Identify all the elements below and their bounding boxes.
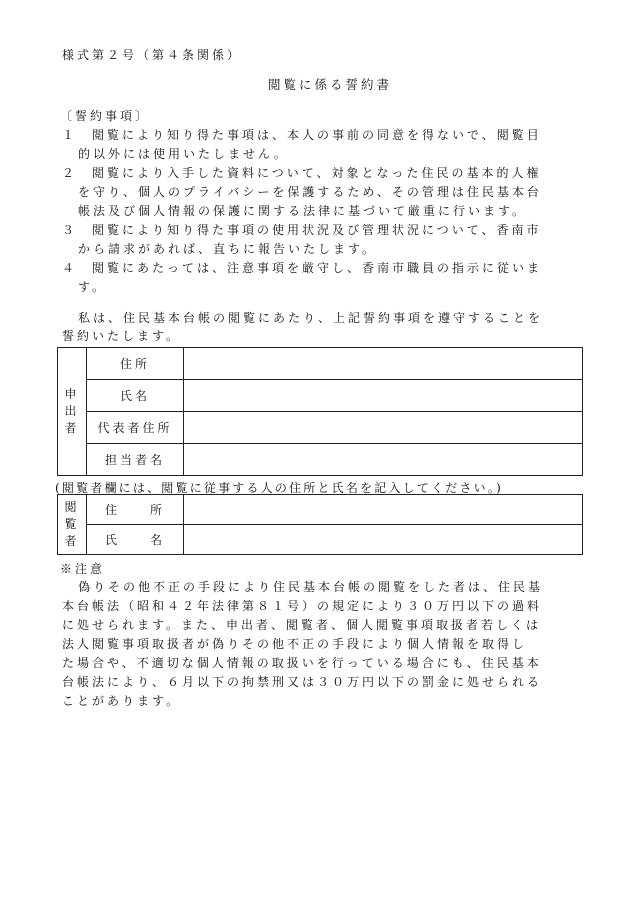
pledge-line: から請求があれば、直ちに報告いたします。: [78, 242, 378, 256]
applicant-table: [57, 347, 583, 476]
notice-line: ことがあります。: [62, 694, 182, 708]
applicant-address-field[interactable]: [184, 348, 583, 380]
applicant-name-label: 氏名: [87, 380, 184, 412]
viewer-name-label: 氏 名: [87, 525, 184, 555]
notice-line: 台帳法により、６月以下の拘禁刑又は３０万円以下の罰金に処せられる: [62, 675, 543, 689]
contact-person-label: 担当者名: [87, 444, 184, 476]
viewer-address-label: 住 所: [87, 495, 184, 525]
notice-line: 本台帳法（昭和４２年法律第８１号）の規定により３０万円以下の過料: [62, 599, 543, 613]
viewer-group-label: 閲 覧 者: [58, 495, 87, 555]
notice-heading: ※注意: [60, 562, 106, 576]
notice-line: に処せられます。また、申出者、閲覧者、個人閲覧事項取扱者若しくは: [62, 618, 542, 632]
contact-person-field[interactable]: [184, 444, 583, 476]
declaration-line: 誓約いたします。: [62, 329, 182, 343]
pledge-line: 帳法及び個人情報の保護に関する法律に基づいて厳重に行います。: [78, 204, 528, 218]
viewer-address-field[interactable]: [184, 495, 583, 525]
rep-address-label: 代表者住所: [87, 412, 184, 444]
pledge-line: ２ 閲覧により入手した資料について、対象となった住民の基本的人権: [62, 166, 542, 180]
pledge-line: を守り、個人のプライバシーを保護するため、その管理は住民基本台: [78, 185, 542, 199]
declaration-line: 私は、住民基本台帳の閲覧にあたり、上記誓約事項を遵守することを: [78, 311, 544, 325]
pledge-heading: 〔誓約事項〕: [60, 109, 151, 123]
pledge-line: １ 閲覧により知り得た事項は、本人の事前の同意を得ないで、閲覧目: [62, 128, 542, 142]
pledge-line: ４ 閲覧にあたっては、注意事項を厳守し、香南市職員の指示に従いま: [62, 261, 543, 275]
viewer-note: (閲覧者欄には、閲覧に従事する人の住所と氏名を記入してください。): [55, 481, 503, 495]
pledge-line: す。: [78, 280, 108, 294]
notice-line: た場合や、不適切な個人情報の取扱いを行っている場合にも、住民基本: [62, 656, 542, 670]
pledge-line: ３ 閲覧により知り得た事項の使用状況及び管理状況について、香南市: [62, 223, 542, 237]
form-number: 様式第２号（第４条関係）: [62, 48, 243, 62]
pledge-line: 的以外には使用いたしません。: [78, 147, 289, 161]
applicant-group-label: 申 出 者: [58, 348, 87, 476]
applicant-name-field[interactable]: [184, 380, 583, 412]
rep-address-field[interactable]: [184, 412, 583, 444]
notice-line: 法人閲覧事項取扱者が偽りその他不正の手段により個人情報を取得し: [62, 637, 528, 651]
notice-line: 偽りその他不正の手段により住民基本台帳の閲覧をした者は、住民基: [78, 580, 544, 594]
document-title: 閲覧に係る誓約書: [268, 77, 393, 92]
viewer-table: [57, 494, 583, 555]
viewer-name-field[interactable]: [184, 525, 583, 555]
applicant-address-label: 住所: [87, 348, 184, 380]
